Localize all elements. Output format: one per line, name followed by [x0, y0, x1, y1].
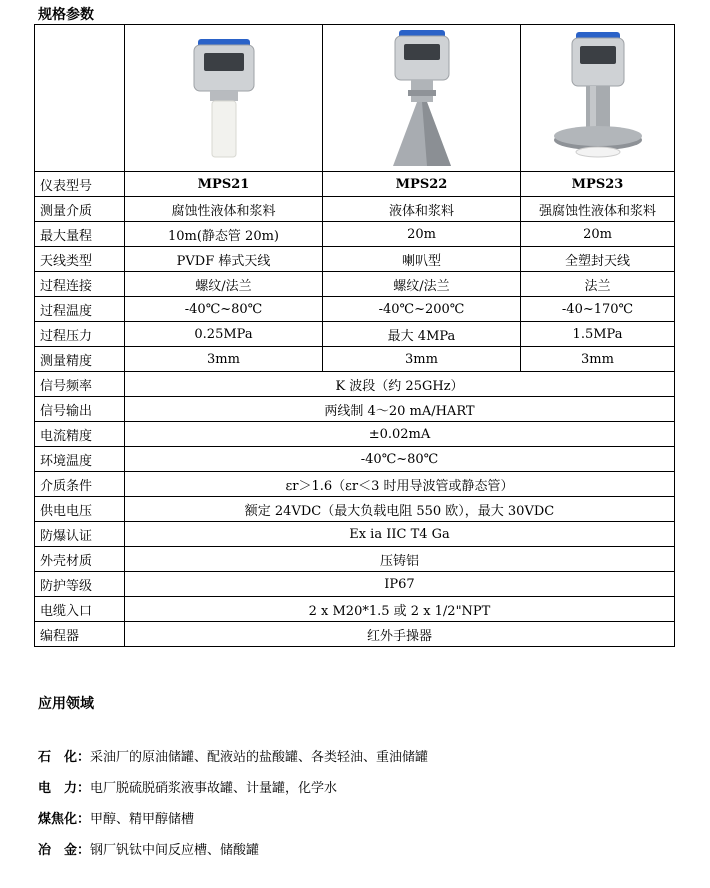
table-row: [35, 422, 675, 447]
application-item: [38, 746, 428, 765]
row-value: 腐蚀性液体和浆料: [125, 197, 323, 222]
mps21-device-icon: [184, 33, 264, 163]
application-category: 冶 金：: [38, 843, 91, 858]
row-label: 电流精度: [35, 422, 125, 447]
row-value: 强腐蚀性液体和浆料: [521, 197, 675, 222]
row-value: 红外手操器: [125, 622, 675, 647]
table-row: [35, 522, 675, 547]
row-value: -40℃~200℃: [323, 297, 521, 322]
application-item: [38, 808, 194, 827]
row-value: 两线制 4～20 mA/HART: [125, 397, 675, 422]
row-value: -40~170℃: [521, 297, 675, 322]
table-row: [35, 247, 675, 272]
row-value: 螺纹/法兰: [323, 272, 521, 297]
application-item: [38, 839, 259, 858]
table-row: [35, 222, 675, 247]
row-value: 额定 24VDC（最大负载电阻 550 欧），最大 30VDC: [125, 497, 675, 522]
table-row: [35, 447, 675, 472]
image-row: [35, 25, 675, 172]
row-value: 喇叭型: [323, 247, 521, 272]
row-label: 过程温度: [35, 297, 125, 322]
row-value: 10m(静态管 20m): [125, 222, 323, 247]
row-label: 天线类型: [35, 247, 125, 272]
row-label: 介质条件: [35, 472, 125, 497]
row-label: 电缆入口: [35, 597, 125, 622]
table-row: [35, 347, 675, 372]
mps23-device-icon: [548, 28, 648, 168]
row-value: 20m: [323, 222, 521, 247]
spec-table: [34, 24, 675, 647]
row-value: -40℃~80℃: [125, 297, 323, 322]
spec-title: 规格参数: [38, 7, 94, 23]
table-row: [35, 197, 675, 222]
row-value: 0.25MPa: [125, 322, 323, 347]
row-value: -40℃~80℃: [125, 447, 675, 472]
row-label: 编程器: [35, 622, 125, 647]
row-value: 液体和浆料: [323, 197, 521, 222]
row-label: 信号频率: [35, 372, 125, 397]
application-text: 采油厂的原油储罐、配液站的盐酸罐、各类轻油、重油储罐: [90, 750, 429, 765]
row-label: 防爆认证: [35, 522, 125, 547]
table-row: [35, 547, 675, 572]
application-text: 甲醇、精甲醇储槽: [90, 812, 195, 827]
row-value: 全塑封天线: [521, 247, 675, 272]
table-row: [35, 572, 675, 597]
row-label: 过程连接: [35, 272, 125, 297]
row-value: PVDF 棒式天线: [125, 247, 323, 272]
mps23-image: [521, 25, 675, 172]
model-row: [35, 172, 675, 197]
application-category: 电 力：: [38, 781, 91, 796]
table-row: [35, 397, 675, 422]
row-value: 法兰: [521, 272, 675, 297]
mps22-image: [323, 25, 521, 172]
row-value: 压铸铝: [125, 547, 675, 572]
row-value: 3mm: [323, 347, 521, 372]
table-row: [35, 622, 675, 647]
row-value: 螺纹/法兰: [125, 272, 323, 297]
row-value: 3mm: [521, 347, 675, 372]
application-text: 钢厂钒钛中间反应槽、储酸罐: [90, 843, 260, 858]
table-row: [35, 472, 675, 497]
applications-title: 应用领域: [38, 696, 94, 712]
table-row: [35, 372, 675, 397]
table-row: [35, 597, 675, 622]
row-label: 供电电压: [35, 497, 125, 522]
application-category: 石 化：: [38, 750, 91, 765]
model-mps23: MPS23: [521, 172, 675, 197]
table-row: [35, 497, 675, 522]
row-value: 2 x M20*1.5 或 2 x 1/2"NPT: [125, 597, 675, 622]
application-category: 煤焦化：: [38, 812, 91, 827]
row-value: K 波段（约 25GHz）: [125, 372, 675, 397]
row-label: 过程压力: [35, 322, 125, 347]
row-label: 最大量程: [35, 222, 125, 247]
table-row: [35, 297, 675, 322]
application-item: [38, 777, 337, 796]
model-row-label: 仪表型号: [35, 172, 125, 197]
mps22-device-icon: [377, 28, 467, 168]
row-label: 测量介质: [35, 197, 125, 222]
image-row-label-cell: [35, 25, 125, 172]
row-label: 信号输出: [35, 397, 125, 422]
row-value: ±0.02mA: [125, 422, 675, 447]
merged-rows: [35, 372, 675, 647]
model-mps22: MPS22: [323, 172, 521, 197]
row-value: 3mm: [125, 347, 323, 372]
model-mps21: MPS21: [125, 172, 323, 197]
row-value: 最大 4MPa: [323, 322, 521, 347]
row-label: 外壳材质: [35, 547, 125, 572]
row-value: 1.5MPa: [521, 322, 675, 347]
row-value: IP67: [125, 572, 675, 597]
row-value: εr＞1.6（εr＜3 时用导波管或静态管）: [125, 472, 675, 497]
table-row: [35, 322, 675, 347]
three-column-rows: [35, 197, 675, 372]
row-label: 环境温度: [35, 447, 125, 472]
row-value: 20m: [521, 222, 675, 247]
row-label: 防护等级: [35, 572, 125, 597]
row-label: 测量精度: [35, 347, 125, 372]
mps21-image: [125, 25, 323, 172]
row-value: Ex ia IIC T4 Ga: [125, 522, 675, 547]
table-row: [35, 272, 675, 297]
application-text: 电厂脱硫脱硝浆液事故罐、计量罐，化学水: [90, 781, 338, 796]
